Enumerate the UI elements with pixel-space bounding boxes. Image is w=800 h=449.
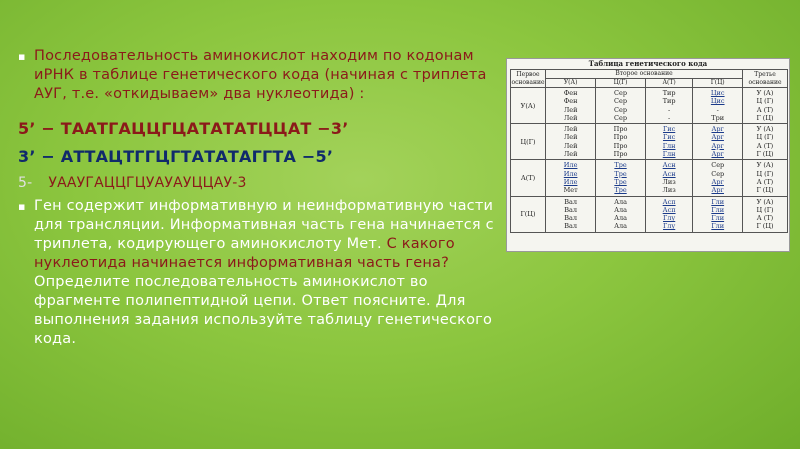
amino-acid: Гис [662, 125, 676, 134]
amino-acid: Сер [711, 169, 725, 178]
third-base-value: Ц (Г) [756, 133, 774, 142]
third-base-value: А (Т) [756, 177, 774, 186]
amino-acid: Ала [614, 205, 627, 214]
dna-strand-3: 3’ − АТТАЦТГГЦГТАТАТАГГТА −5’ [18, 147, 334, 166]
amino-acid: Ала [614, 197, 627, 206]
amino-acid-cell [693, 88, 743, 124]
amino-acid: Лей [563, 141, 578, 150]
amino-acid: Сер [614, 113, 628, 122]
amino-acid: Асп [662, 205, 676, 214]
amino-acid-cell [693, 160, 743, 196]
amino-acid: Цис [710, 97, 725, 106]
amino-acid: Фен [563, 97, 578, 106]
amino-acid-cell [645, 160, 693, 196]
amino-acid: Тре [614, 161, 627, 170]
amino-acid: Гли [711, 197, 725, 206]
amino-acid: Сер [614, 89, 628, 97]
third-base-value: Ц (Г) [756, 205, 774, 214]
amino-acid: - [668, 105, 671, 114]
amino-acid-cell [546, 196, 596, 232]
amino-acid-cell [645, 88, 693, 124]
amino-acid: Про [613, 133, 628, 142]
dna-strand-5: 5’ − ТААТГАЦЦГЦАТАТАТЦЦАТ −3’ [18, 119, 349, 138]
third-base-value: Г (Ц) [756, 150, 774, 159]
amino-acid-cell [546, 88, 596, 124]
amino-acid: Лей [563, 150, 578, 159]
bullet-icon: ▪ [18, 200, 26, 213]
amino-acid-cell [596, 124, 646, 160]
amino-acid: Тир [662, 97, 676, 106]
amino-acid: Лей [563, 105, 578, 114]
amino-acid: Тир [662, 89, 676, 97]
third-base [743, 124, 788, 160]
table-row [511, 196, 788, 232]
amino-acid: Вал [564, 222, 578, 231]
amino-acid: Сер [711, 161, 725, 170]
amino-acid-cell [546, 160, 596, 196]
table-row [511, 124, 788, 160]
amino-acid: Арг [711, 150, 724, 159]
amino-acid: Арг [711, 141, 724, 150]
amino-acid: Цис [710, 89, 725, 97]
amino-acid: Асн [662, 169, 676, 178]
amino-acid: Арг [711, 186, 724, 195]
header-second: Второе основание [546, 70, 743, 79]
first-base: А(Т) [511, 160, 546, 196]
amino-acid: Про [613, 141, 628, 150]
header-third: Третье основание [743, 70, 788, 88]
amino-acid: Гли [711, 222, 725, 231]
header-second-base: Г(Ц) [693, 79, 743, 88]
amino-acid: Про [613, 125, 628, 134]
amino-acid: Вал [564, 205, 578, 214]
amino-acid: Гли [711, 205, 725, 214]
amino-acid: Лиз [662, 177, 676, 186]
amino-acid: Тре [614, 186, 627, 195]
amino-acid-cell [645, 124, 693, 160]
amino-acid-cell [596, 88, 646, 124]
amino-acid: Глу [662, 214, 676, 223]
amino-acid: Гли [711, 214, 725, 223]
amino-acid: Глн [662, 150, 676, 159]
amino-acid: Фен [563, 89, 578, 97]
intro-text: Последовательность аминокислот находим по кодонам иРНК в таблице генетического кода (начиная с триплета АУГ, т.е. «откидываем» два нуклеотида) : [34, 48, 487, 102]
first-base: Ц(Г) [511, 124, 546, 160]
table-row [511, 88, 788, 124]
third-base [743, 88, 788, 124]
header-second-base: А(Т) [645, 79, 693, 88]
amino-acid: Асн [662, 161, 676, 170]
amino-acid: Глн [662, 141, 676, 150]
bullet-icon: ▪ [18, 50, 26, 63]
third-base-value: У (А) [756, 197, 774, 206]
amino-acid-cell [693, 124, 743, 160]
amino-acid: Иле [563, 161, 578, 170]
amino-acid-cell [596, 196, 646, 232]
header-first: Первое основание [511, 70, 545, 86]
third-base [743, 196, 788, 232]
task-text-c: Определите последовательность аминокислот во фрагменте полипептидной цепи. Ответ поясните. Для выполнения задания используйте таблицу генетического кода. [34, 274, 493, 347]
amino-acid: Вал [564, 197, 578, 206]
amino-acid-cell [645, 196, 693, 232]
paragraph-intro [18, 47, 498, 104]
table-row [511, 160, 788, 196]
amino-acid: Ала [614, 222, 627, 231]
amino-acid-cell [596, 160, 646, 196]
task-question: С какого нуклеотида начинается информативная часть гена? [34, 236, 455, 271]
amino-acid: Арг [711, 125, 724, 134]
amino-acid: Лей [563, 113, 578, 122]
amino-acid: Гис [662, 133, 676, 142]
task-text-a: Ген содержит информативную и неинформативную части для трансляции. Информативная часть гена начинается с триплета, кодирующего аминокислоту Мет. [34, 198, 494, 252]
amino-acid: Ала [614, 214, 627, 223]
first-base: У(А) [511, 88, 546, 124]
third-base-value: Г (Ц) [756, 113, 774, 122]
header-second-base: Ц(Г) [596, 79, 646, 88]
mrna-seq: УААУГАЦЦГЦУАУАУЦЦАУ-3 [48, 175, 247, 191]
amino-acid: Иле [563, 177, 578, 186]
header-second-base: У(А) [546, 79, 596, 88]
amino-acid: Глу [662, 222, 676, 231]
third-base-value: А (Т) [756, 141, 774, 150]
amino-acid: Тре [614, 177, 627, 186]
amino-acid: Иле [563, 169, 578, 178]
mrna-label: 5- [18, 175, 33, 191]
amino-acid: Лей [563, 125, 578, 134]
amino-acid: Арг [711, 177, 724, 186]
paragraph-task [18, 197, 498, 349]
amino-acid: Сер [614, 105, 628, 114]
amino-acid: Тре [614, 169, 627, 178]
codon-table [510, 69, 788, 233]
third-base-value: У (А) [756, 161, 774, 170]
amino-acid: Про [613, 150, 628, 159]
amino-acid: Лей [563, 133, 578, 142]
third-base-value: А (Т) [756, 214, 774, 223]
amino-acid: Мет [563, 186, 578, 195]
amino-acid: Сер [614, 97, 628, 106]
amino-acid: - [668, 113, 671, 122]
amino-acid: Вал [564, 214, 578, 223]
third-base-value: Ц (Г) [756, 97, 774, 106]
amino-acid: Лиз [662, 186, 676, 195]
genetic-code-table [506, 58, 790, 252]
first-base: Г(Ц) [511, 196, 546, 232]
third-base-value: У (А) [756, 125, 774, 134]
third-base [743, 160, 788, 196]
third-base-value: Ц (Г) [756, 169, 774, 178]
slide-text [18, 47, 498, 349]
amino-acid-cell [693, 196, 743, 232]
third-base-value: А (Т) [756, 105, 774, 114]
amino-acid: Асп [662, 197, 676, 206]
amino-acid: - [716, 105, 719, 114]
amino-acid-cell [546, 124, 596, 160]
amino-acid: Три [711, 113, 725, 122]
third-base-value: Г (Ц) [756, 186, 774, 195]
third-base-value: У (А) [756, 89, 774, 97]
mrna-sequence [18, 174, 498, 193]
table-title: Таблица генетического кода [588, 59, 708, 68]
amino-acid: Арг [711, 133, 724, 142]
third-base-value: Г (Ц) [756, 222, 774, 231]
